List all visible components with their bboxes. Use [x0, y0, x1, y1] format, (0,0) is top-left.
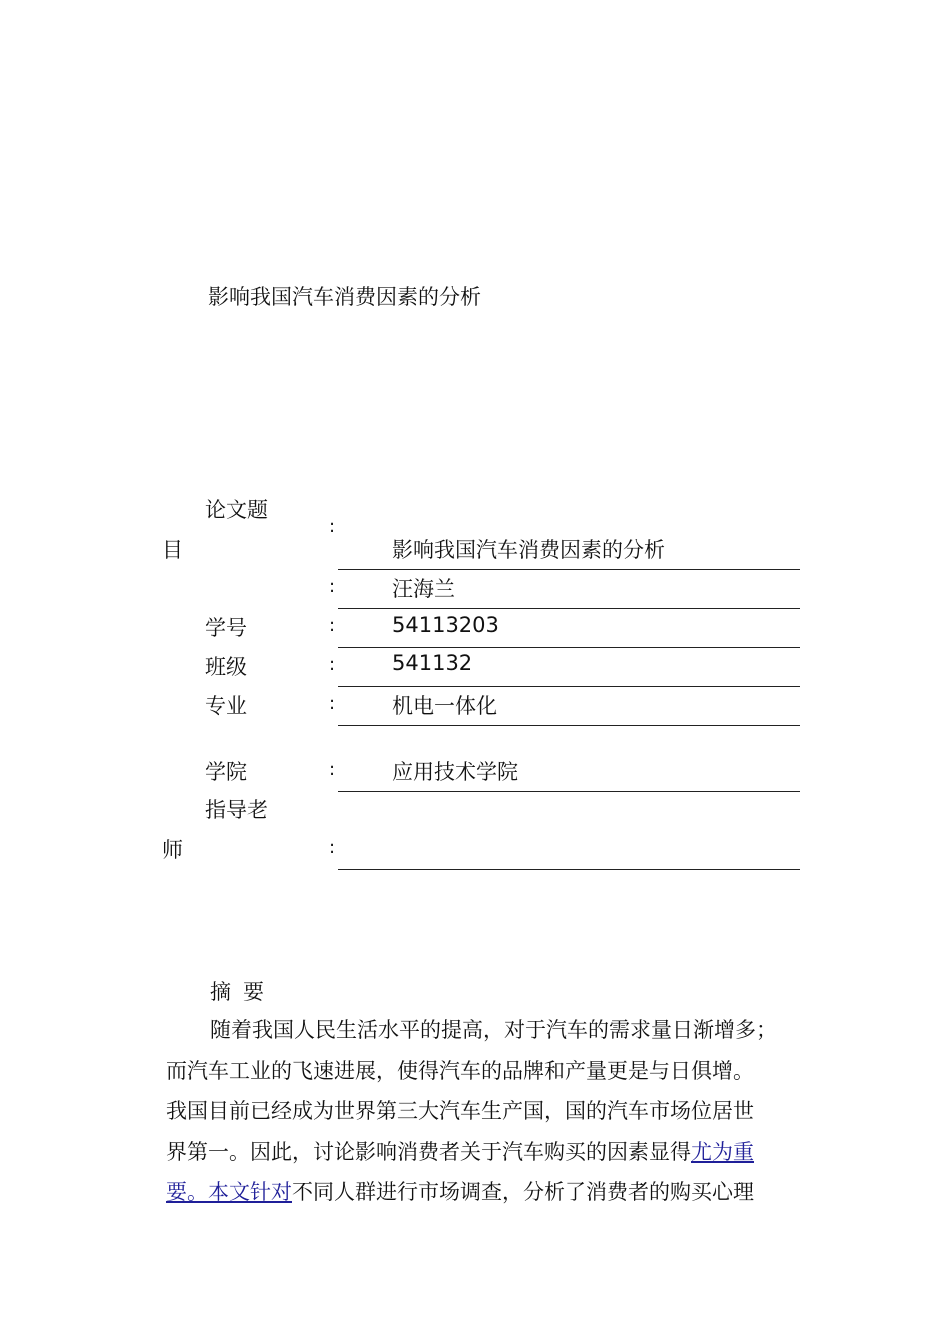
abstract-line-1: 随着我国人民生活水平的提高，对于汽车的需求量日渐增多； [210, 1018, 777, 1042]
name-value: 汪海兰 [392, 577, 455, 601]
topic-label-part2: 目 [162, 538, 183, 562]
advisor-label-part1: 指导老 [205, 798, 268, 822]
class-underline [338, 686, 800, 687]
abstract-line-3: 我国目前已经成为世界第三大汽车生产国，国的汽车市场位居世 [166, 1099, 754, 1123]
topic-value: 影响我国汽车消费因素的分析 [392, 538, 665, 562]
college-value: 应用技术学院 [392, 760, 518, 784]
name-colon: : [329, 576, 336, 597]
class-colon: : [329, 654, 336, 675]
abstract-line-2: 而汽车工业的飞速进展，使得汽车的品牌和产量更是与日俱增。 [166, 1058, 754, 1083]
abstract-heading-char2: 要 [243, 980, 264, 1004]
abstract-line-4: 界第一。因此，讨论影响消费者关于汽车购买的因素显得 [166, 1139, 691, 1164]
abstract-body [166, 1010, 806, 1213]
major-colon: : [329, 693, 336, 714]
class-label: 班级 [205, 655, 247, 679]
abstract-heading [210, 976, 264, 1006]
advisor-underline [338, 869, 800, 870]
student-id-colon: : [329, 615, 336, 636]
advisor-colon: : [329, 837, 336, 858]
advisor-label-part2: 师 [162, 838, 183, 862]
college-underline [338, 791, 800, 792]
topic-label-part1: 论文题 [205, 498, 268, 522]
topic-underline [338, 569, 800, 570]
cover-title: 影响我国汽车消费因素的分析 [208, 285, 481, 309]
class-value: 541132 [392, 651, 473, 675]
abstract-line-5: 不同人群进行市场调查，分析了消费者的购买心理 [292, 1180, 754, 1204]
student-id-value: 54113203 [392, 613, 499, 637]
abstract-link-part1[interactable]: 尤为重 [691, 1139, 754, 1164]
abstract-heading-char1: 摘 [210, 980, 231, 1004]
abstract-link-part2[interactable]: 要。本文针对 [166, 1180, 292, 1204]
student-id-underline [338, 647, 800, 648]
major-value: 机电一体化 [392, 694, 497, 718]
college-colon: : [329, 759, 336, 780]
student-id-label: 学号 [205, 616, 247, 640]
topic-colon: : [329, 516, 336, 537]
major-underline [338, 725, 800, 726]
college-label: 学院 [205, 760, 247, 784]
name-underline [338, 608, 800, 609]
major-label: 专业 [205, 694, 247, 718]
